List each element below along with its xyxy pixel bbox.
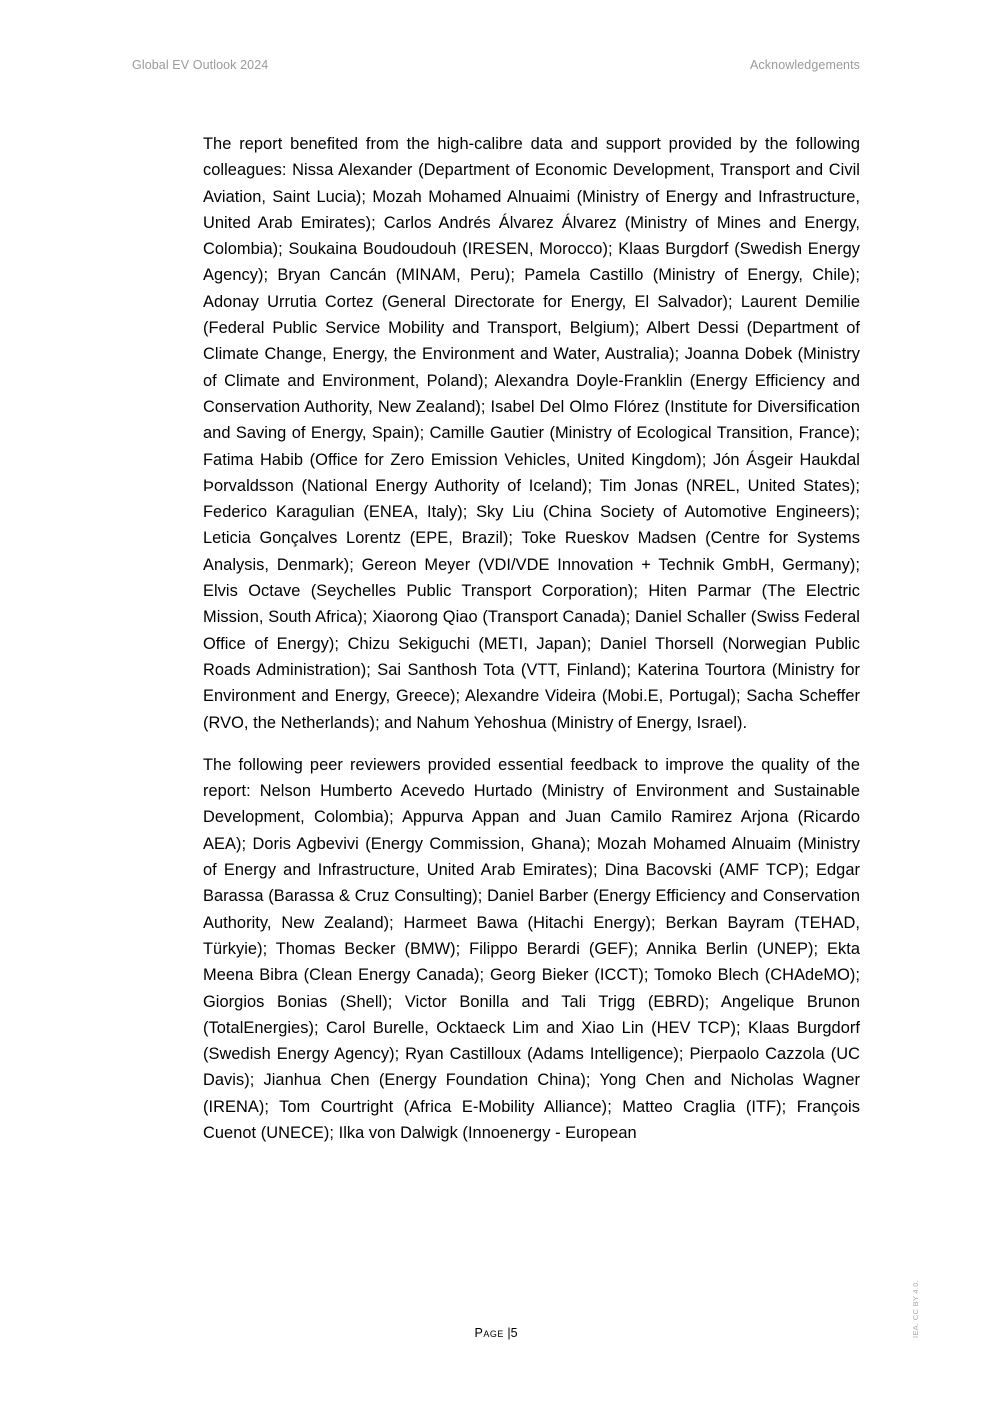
paragraph-peer-reviewers: The following peer reviewers provided essential feedback to improve the quality of the report: Nelson Humberto Acevedo Hurtado (Ministry of Environment and Sustainable Development, Colombia); Appurva Appan and Juan Camilo Ramirez Arjona (Ricardo AEA); Doris Agbevivi (Energy Commission, Ghana); Mozah Mohamed Alnuaim (Ministry of Energy and Infrastructure, United Arab Emirates); Dina Bacovski (AMF TCP); Edgar Barassa (Barassa & Cruz Consulting); Daniel Barber (Energy Efficiency and Conservation Authority, New Zealand); Harmeet Bawa (Hitachi Energy); Berkan Bayram (TEHAD, Türkyie); Thomas Becker (BMW); Filippo Berardi (GEF); Annika Berlin (UNEP); Ekta Meena Bibra (Clean Energy Canada); Georg Bieker (ICCT); Tomoko Blech (CHAdeMO); Giorgios Bonias (Shell); Victor Bonilla and Tali Trigg (EBRD); Angelique Brunon (TotalEnergies); Carol Burelle, Ocktaeck Lim and Xiao Lin (HEV TCP); Klaas Burgdorf (Swedish Energy Agency); Ryan Castilloux (Adams Intelligence); Pierpaolo Cazzola (UC Davis); Jianhua Chen (Energy Foundation China); Yong Chen and Nicholas Wagner (IRENA); Tom Courtright (Africa E-Mobility Alliance); Matteo Craglia (ITF); François Cuenot (UNECE); Ilka von Dalwigk (Innoenergy - European (203, 755, 860, 1142)
page-number-value: 5 (510, 1326, 518, 1340)
running-header-section: Acknowledgements (750, 58, 860, 72)
main-content (203, 131, 860, 1162)
license-note: IEA. CC BY 4.0. (911, 1279, 920, 1338)
page-label: Page (474, 1326, 504, 1340)
paragraph-data-contributors: The report benefited from the high-calibre data and support provided by the following colleagues: Nissa Alexander (Department of Economic Development, Transport and Civil Aviation, Saint Lucia); Mozah Mohamed Alnuaimi (Ministry of Energy and Infrastructure, United Arab Emirates); Carlos Andrés Álvarez Álvarez (Ministry of Mines and Energy, Colombia); Soukaina Boudoudouh (IRESEN, Morocco); Klaas Burgdorf (Swedish Energy Agency); Bryan Cancán (MINAM, Peru); Pamela Castillo (Ministry of Energy, Chile); Adonay Urrutia Cortez (General Directorate for Energy, El Salvador); Laurent Demilie (Federal Public Service Mobility and Transport, Belgium); Albert Dessi (Department of Climate Change, Energy, the Environment and Water, Australia); Joanna Dobek (Ministry of Climate and Environment, Poland); Alexandra Doyle-Franklin (Energy Efficiency and Conservation Authority, New Zealand); Isabel Del Olmo Flórez (Institute for Diversification and Saving of Energy, Spain); Camille Gautier (Ministry of Ecological Transition, France); Fatima Habib (Office for Zero Emission Vehicles, United Kingdom); Jón Ásgeir Haukdal Þorvaldsson (National Energy Authority of Iceland); Tim Jonas (NREL, United States); Federico Karagulian (ENEA, Italy); Sky Liu (China Society of Automotive Engineers); Leticia Gonçalves Lorentz (EPE, Brazil); Toke Rueskov Madsen (Centre for Systems Analysis, Denmark); Gereon Meyer (VDI/VDE Innovation + Technik GmbH, Germany); Elvis Octave (Seychelles Public Transport Corporation); Hiten Parmar (The Electric Mission, South Africa); Xiaorong Qiao (Transport Canada); Daniel Schaller (Swiss Federal Office of Energy); Chizu Sekiguchi (METI, Japan); Daniel Thorsell (Norwegian Public Roads Administration); Sai Santhosh Tota (VTT, Finland); Katerina Tourtora (Ministry for Environment and Energy, Greece); Alexandre Videira (Mobi.E, Portugal); Sacha Scheffer (RVO, the Netherlands); and Nahum Yehoshua (Ministry of Energy, Israel). (203, 135, 860, 732)
page-separator: | (507, 1326, 511, 1340)
page-number (0, 1326, 992, 1340)
running-header-title: Global EV Outlook 2024 (132, 58, 269, 72)
